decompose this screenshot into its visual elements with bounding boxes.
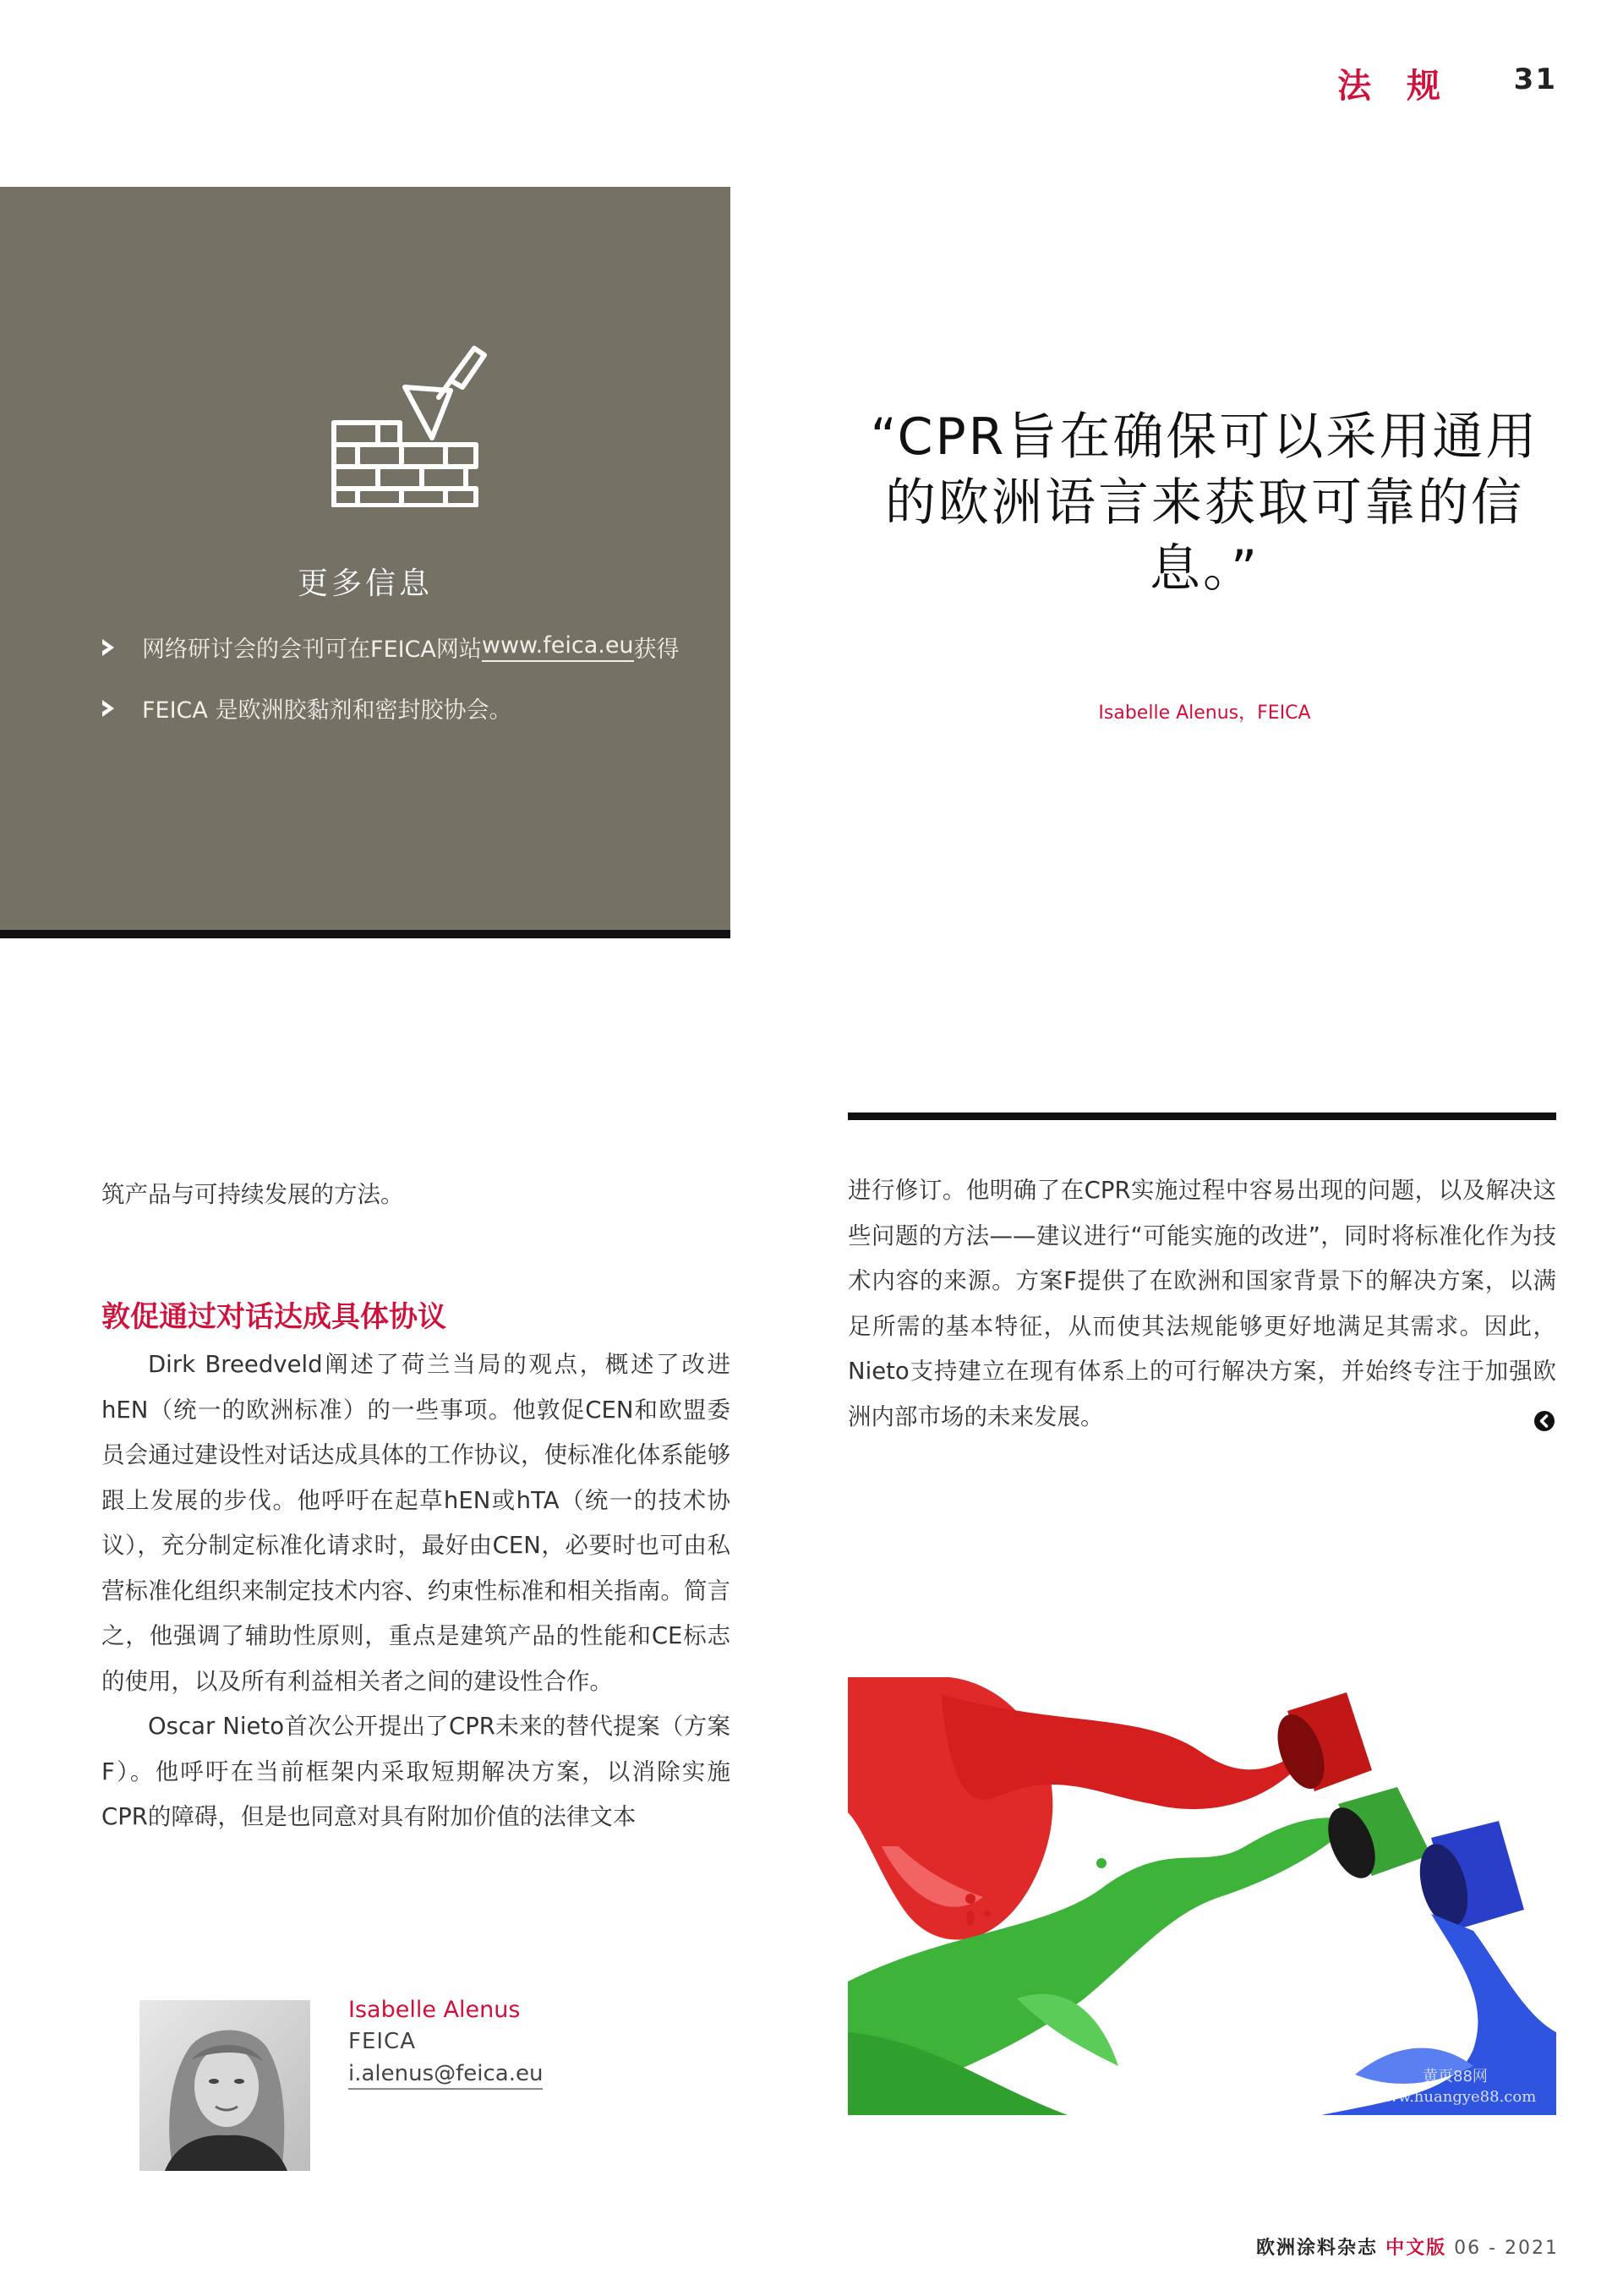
author-organization: FEICA xyxy=(348,2029,416,2054)
column-divider xyxy=(848,1112,1556,1120)
feica-website-link[interactable]: www.feica.eu xyxy=(482,632,634,662)
footer-edition: 中文版 xyxy=(1385,2238,1447,2259)
paint-splash-image xyxy=(848,1677,1556,2115)
author-name: Isabelle Alenus xyxy=(348,1997,521,2023)
right-column-text: 进行修订。他明确了在CPR实施过程中容易出现的问题，以及解决这些问题的方法——建议进行“可能实施的改进”，同时将标准化作为技术内容的来源。方案F提供了在欧洲和国家背景下的解决方案，以满足所需的基本特征，从而使其法规能够更好地满足其需求。因此，Nieto支持建立在现有体系上的可行解决方案，并始终专注于加强欧洲内部市场的未来发展。 xyxy=(848,1177,1556,1430)
arrow-right-icon xyxy=(98,697,120,719)
pull-quote: “CPR旨在确保可以采用通用的欧洲语言来获取可靠的信息。” xyxy=(870,407,1539,599)
info-box-title: 更多信息 xyxy=(297,566,433,601)
info-item-feica xyxy=(98,692,511,724)
left-column-body xyxy=(101,1342,730,1840)
page-number: 31 xyxy=(1513,63,1557,96)
arrow-right-icon xyxy=(98,637,120,659)
paragraph: Dirk Breedveld阐述了荷兰当局的观点，概述了改进hEN（统一的欧洲标准）的一些事项。他敦促CEN和欧盟委员会通过建设性对话达成具体的工作协议，使标准化体系能够跟上发展的步伐。他呼吁在起草hEN或hTA（统一的技术协议），充分制定标准化请求时，最好由CEN，必要时也可由私营标准化组织来制定技术内容、约束性标准和相关指南。简言之，他强调了辅助性原则，重点是建筑产品的性能和CE标志的使用，以及所有利益相关者之间的建设性合作。 xyxy=(101,1351,730,1695)
info-item-text: FEICA 是欧洲胶黏剂和密封胶协会。 xyxy=(142,697,512,724)
author-photo xyxy=(139,2000,310,2171)
section-label: 法 规 xyxy=(1337,67,1452,106)
brick-trowel-icon xyxy=(324,338,493,507)
footer-magazine: 欧洲涂料杂志 xyxy=(1256,2238,1379,2259)
info-item-text-after: 获得 xyxy=(633,637,680,663)
author-email-link[interactable]: i.alenus@feica.eu xyxy=(348,2061,543,2090)
footer xyxy=(1256,2233,1559,2260)
info-box-divider xyxy=(0,930,730,938)
info-item-proceedings xyxy=(98,631,680,664)
end-arrow-icon xyxy=(1533,1410,1555,1432)
footer-issue: 06 - 2021 xyxy=(1454,2238,1559,2259)
info-item-text: 网络研讨会的会刊可在FEICA网站 xyxy=(142,637,482,663)
sub-heading: 敦促通过对话达成具体协议 xyxy=(101,1300,446,1334)
paragraph: Oscar Nieto首次公开提出了CPR未来的替代提案（方案F）。他呼吁在当前框架内采取短期解决方案，以消除实施CPR的障碍，但是也同意对具有附加价值的法律文本 xyxy=(101,1713,730,1830)
quote-attribution: Isabelle Alenus，FEICA xyxy=(1098,702,1311,724)
image-watermark-line1: 黄页88网 xyxy=(1423,2068,1488,2086)
left-column-continuation: 筑产品与可持续发展的方法。 xyxy=(101,1181,404,1208)
image-watermark-line2: www.huangye88.com xyxy=(1372,2088,1537,2106)
